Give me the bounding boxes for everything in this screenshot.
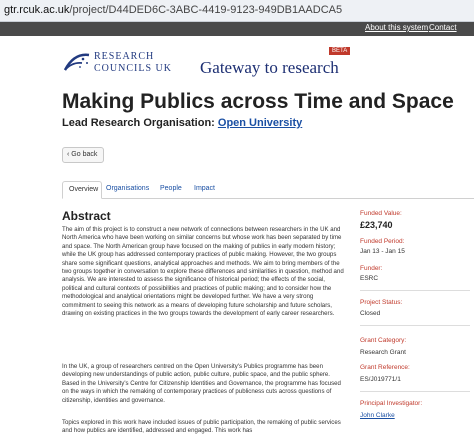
grant-reference: ES/J019771/1: [360, 376, 401, 383]
site-title[interactable]: Gateway to research: [200, 58, 339, 77]
browser-url-bar[interactable]: [0, 0, 474, 22]
grant-category-label: Grant Category:: [360, 337, 407, 344]
principal-investigator-label: Principal Investigator:: [360, 400, 423, 407]
abstract-paragraph-1: The aim of this project is to construct a new network of connections between researchers in the UK and North America who have been working on similar concerns but whose work has been separated by time and space. The North American group have focused on the making of publics in early modern history; while the UK group has addressed contemporary practices of public making. However, the two groups share some significant questions, analytical approaches and methods. We aim to bring members of the two groups together in conversation to explore these differences and similarities in question, method and analysis. We are interested to assess the significance of historical period; the effects of the social, political and cultural contexts of possibilities and practices of public making; and to consider how the methodological and analytical orientations might be developed further. We have a very strong commitment to seeing this network as a means of developing future scholarship and future scholars, drawing on existing practices in the two groups towards the development of early career researchers.: [62, 226, 344, 318]
abstract-paragraph-3: Topics explored in this work have included issues of public participation, the remaking of public services and how publics are identified, addressed and engaged. This work has: [62, 419, 341, 435]
grant-category: Research Grant: [360, 349, 406, 356]
logo-text-line2: COUNCILS UK: [94, 63, 172, 74]
go-back-button[interactable]: [62, 147, 104, 163]
principal-investigator: [360, 412, 395, 419]
url-text: [4, 4, 342, 16]
tab-impact[interactable]: Impact: [194, 185, 216, 192]
tab-organisations[interactable]: Organisations: [106, 185, 150, 192]
sidebar-divider: [360, 391, 470, 392]
sidebar-divider: [360, 325, 470, 326]
chevron-left-icon: ‹: [67, 151, 70, 158]
about-link[interactable]: About this system: [365, 23, 429, 32]
beta-badge: BETA: [329, 47, 350, 55]
url-path: /project/D44DED6C-3ABC-4419-9123-949DB1AADCA5: [69, 4, 343, 16]
sidebar-divider: [360, 290, 470, 291]
funded-value: £23,740: [360, 220, 393, 230]
url-host: gtr.rcuk.ac.uk: [4, 4, 70, 16]
lead-org-label: Lead Research Organisation:: [62, 117, 215, 129]
funded-period-label: Funded Period:: [360, 238, 405, 245]
top-nav: [0, 22, 474, 36]
go-back-label: Go back: [71, 151, 98, 158]
project-status: Closed: [360, 310, 381, 317]
rcuk-logo-icon: [62, 50, 92, 76]
funded-period: Jan 13 - Jan 15: [360, 248, 405, 255]
page-title: Making Publics across Time and Space: [62, 90, 454, 113]
funder-label: Funder:: [360, 265, 383, 272]
principal-investigator-link[interactable]: John Clarke: [360, 412, 395, 419]
project-status-label: Project Status:: [360, 299, 403, 306]
lead-organisation: [62, 117, 302, 129]
logo-text-line1: RESEARCH: [94, 51, 155, 62]
lead-org-link[interactable]: Open University: [217, 117, 303, 129]
funder: ESRC: [360, 275, 379, 282]
tab-bar: [62, 181, 474, 199]
funded-value-label: Funded Value:: [360, 210, 402, 217]
grant-reference-label: Grant Reference:: [360, 364, 410, 371]
abstract-paragraph-2: In the UK, a group of researchers centred on the Open University's Publics programme has been developing new understandings of public action, public culture, public space, and the public sphere. Based in the University's Centre for Citizenship Identities and Governance, the programme has focused on the ways in which the remaking of contemporary practices of publicness cuts across questions of citizenship, identities and governance.: [62, 363, 341, 404]
tab-overview[interactable]: Overview: [62, 181, 102, 199]
tab-people[interactable]: People: [160, 185, 182, 192]
abstract-heading: Abstract: [62, 209, 111, 223]
contact-link[interactable]: Contact: [429, 23, 457, 32]
